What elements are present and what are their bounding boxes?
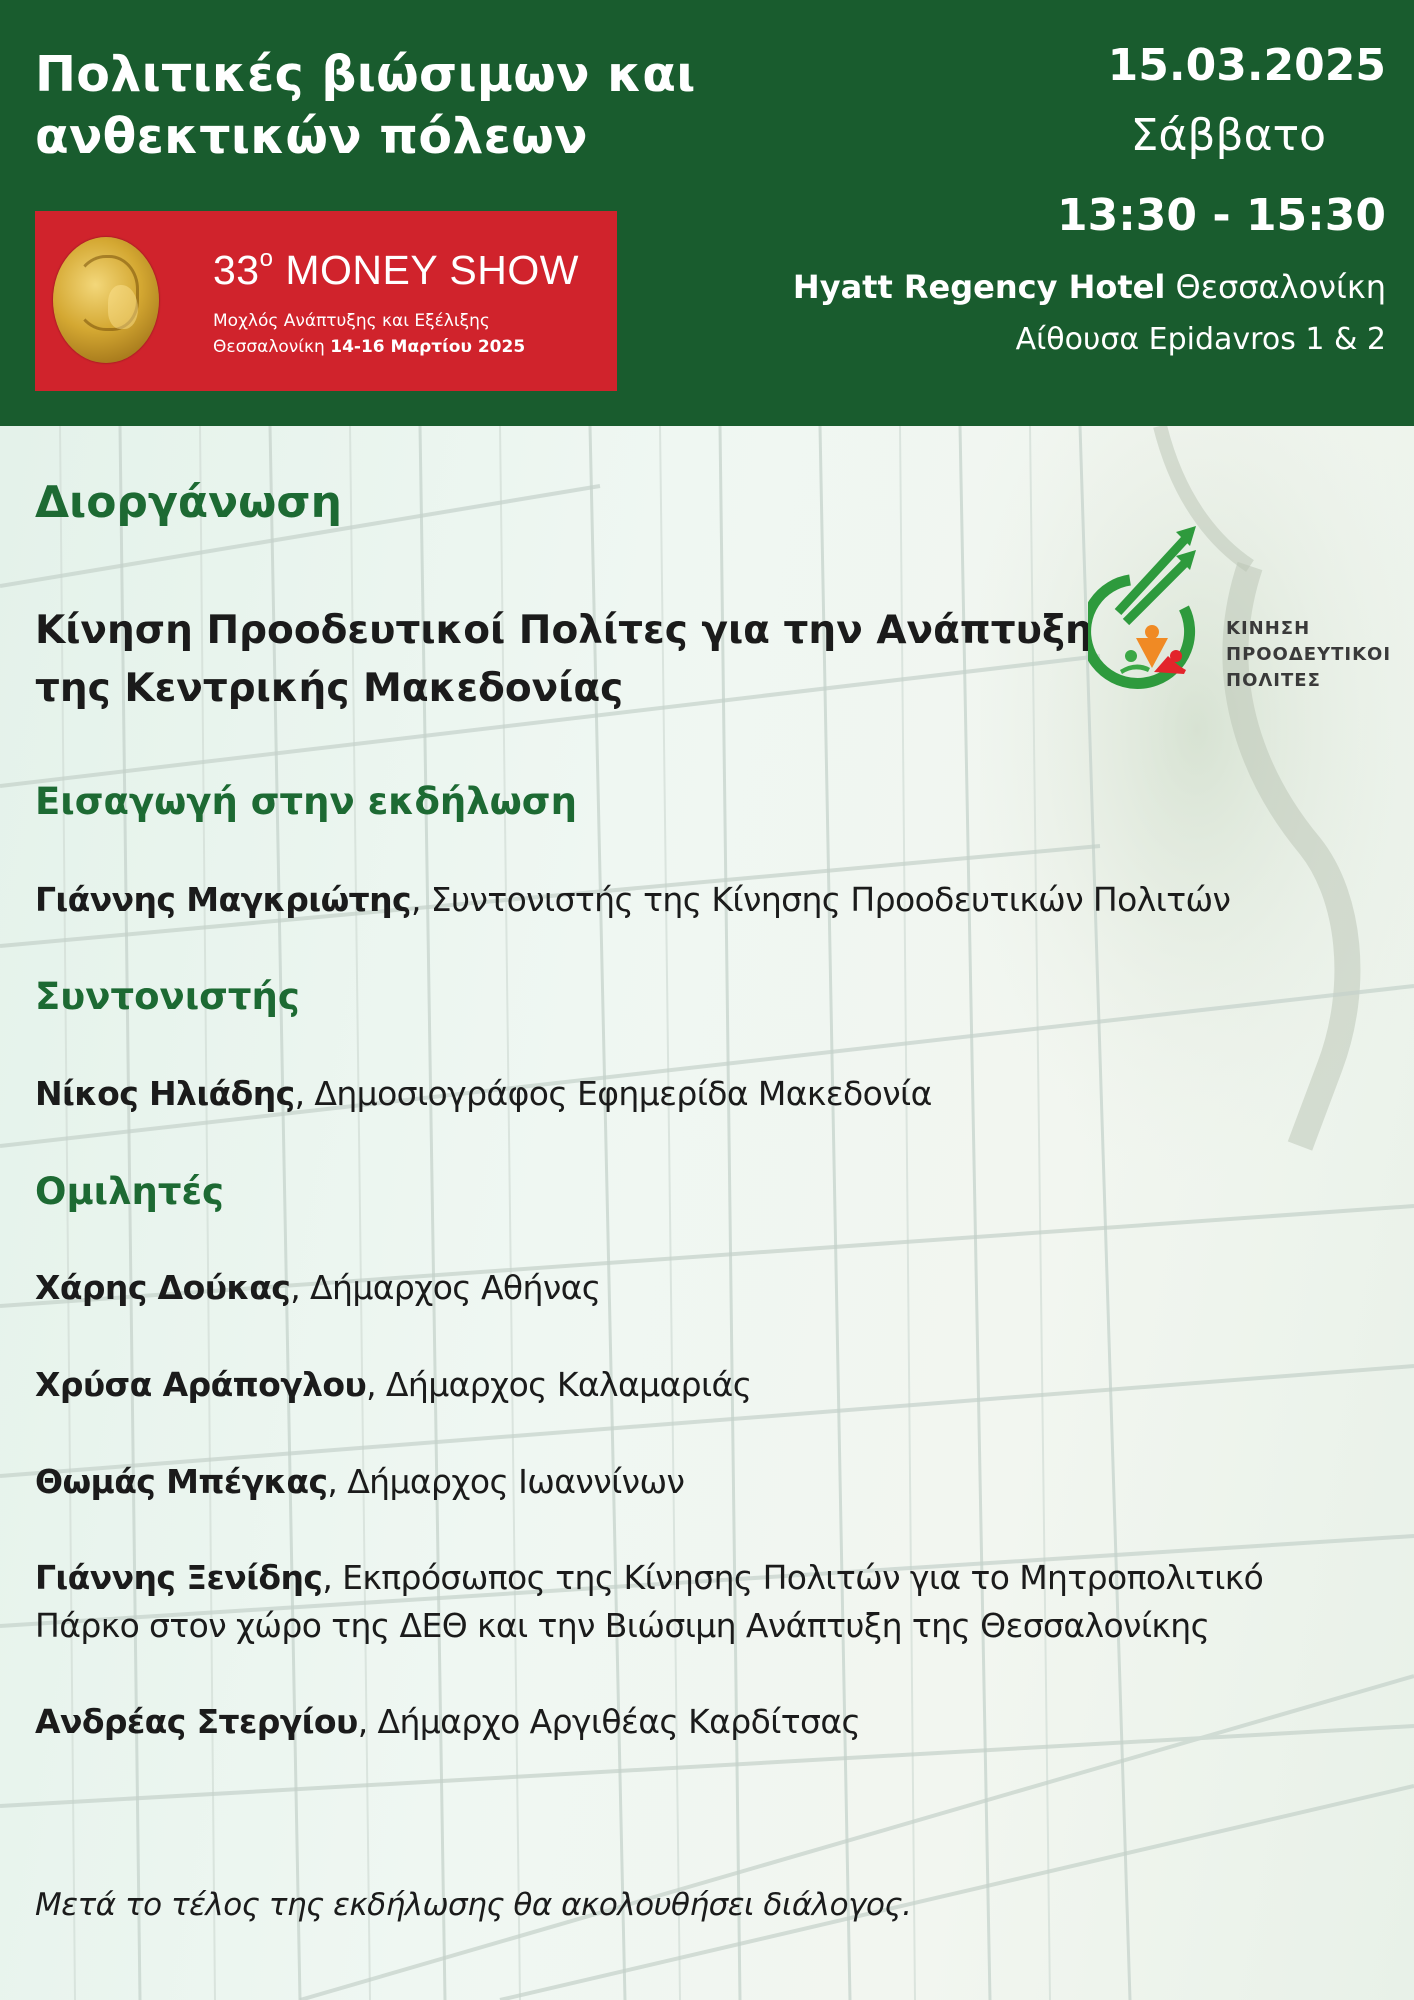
organization-heading: Διοργάνωση <box>35 477 342 528</box>
speaker-item <box>35 1558 1263 1597</box>
speaker-role-continuation: Πάρκο στον χώρο της ΔΕΘ και την Βιώσιμη Ανάπτυξη της Θεσσαλονίκης <box>35 1606 1210 1645</box>
banner-degree: ο <box>259 245 274 272</box>
intro-speaker <box>35 880 1230 919</box>
speaker-name: Χάρης Δούκας <box>35 1268 291 1307</box>
event-title-line1: Πολιτικές βιώσιμων και <box>35 46 696 103</box>
speaker-role: , Δήμαρχος Αθήνας <box>290 1268 601 1307</box>
kinisi-logo-text <box>1226 616 1391 694</box>
logo-person-green-head <box>1125 650 1137 662</box>
event-time: 13:30 - 15:30 <box>1056 190 1386 241</box>
speaker-item <box>35 1702 860 1741</box>
speaker-item <box>35 1365 751 1404</box>
intro-speaker-role: , Συντονιστής της Κίνησης Προοδευτικών Πολιτών <box>410 880 1231 919</box>
speaker-item <box>35 1268 601 1307</box>
banner-subtitle: Μοχλός Ανάπτυξης και Εξέλιξης <box>213 311 490 331</box>
logo-text-line3: ΠΟΛΙΤΕΣ <box>1226 670 1321 691</box>
speaker-role: , Δήμαρχος Καλαμαριάς <box>366 1365 752 1404</box>
kinisi-logo <box>1088 520 1392 710</box>
event-day: Σάββατο <box>1130 110 1326 161</box>
speaker-role: , Δήμαρχο Αργιθέας Καρδίτσας <box>357 1702 861 1741</box>
intro-heading: Εισαγωγή στην εκδήλωση <box>35 780 577 823</box>
logo-person-green-body <box>1120 664 1150 674</box>
venue-city: Θεσσαλονίκη <box>1175 268 1386 306</box>
speakers-heading: Ομιλητές <box>35 1170 224 1213</box>
event-hall: Αίθουσα Epidavros 1 & 2 <box>1015 322 1386 357</box>
logo-text-line1: ΚΙΝΗΣΗ <box>1226 618 1311 639</box>
organization-name <box>35 602 1093 718</box>
closing-note: Μετά το τέλος της εκδήλωσης θα ακολουθήσει διάλογος. <box>35 1887 912 1923</box>
event-date: 15.03.2025 <box>1107 40 1386 91</box>
moderator-role: , Δημοσιογράφος Εφημερίδα Μακεδονία <box>294 1074 932 1113</box>
banner-number: 33 <box>213 247 260 293</box>
banner-dates: 14-16 Μαρτίου 2025 <box>330 337 526 357</box>
organization-name-line2: της Κεντρικής Μακεδονίας <box>35 666 624 711</box>
intro-speaker-name: Γιάννης Μαγκριώτης <box>35 880 411 919</box>
venue-name: Hyatt Regency Hotel <box>792 268 1166 306</box>
banner-city: Θεσσαλονίκη <box>213 337 325 357</box>
event-title-line2: ανθεκτικών πόλεων <box>35 108 588 165</box>
speaker-name: Χρύσα Αράπογλου <box>35 1365 367 1404</box>
speaker-role: , Εκπρόσωπος της Κίνησης Πολιτών για το Μητροπολιτικό <box>322 1558 1264 1597</box>
logo-text-line2: ΠΡΟΟΔΕΥΤΙΚΟΙ <box>1226 644 1392 665</box>
speaker-role: , Δήμαρχος Ιωαννίνων <box>327 1462 685 1501</box>
organization-name-line1: Κίνηση Προοδευτικοί Πολίτες για την Ανάπτυξη <box>35 608 1093 653</box>
moderator-name: Νίκος Ηλιάδης <box>35 1074 295 1113</box>
moderator <box>35 1074 932 1113</box>
moderator-heading: Συντονιστής <box>35 975 300 1018</box>
kinisi-logo-icon <box>1088 520 1228 710</box>
logo-person-orange-head <box>1145 625 1159 639</box>
banner-title-text: MONEY SHOW <box>285 247 579 293</box>
speaker-name: Θωμάς Μπέγκας <box>35 1462 328 1501</box>
speaker-name: Γιάννης Ξενίδης <box>35 1558 323 1597</box>
speaker-item <box>35 1462 684 1501</box>
speaker-name: Ανδρέας Στεργίου <box>35 1702 358 1741</box>
